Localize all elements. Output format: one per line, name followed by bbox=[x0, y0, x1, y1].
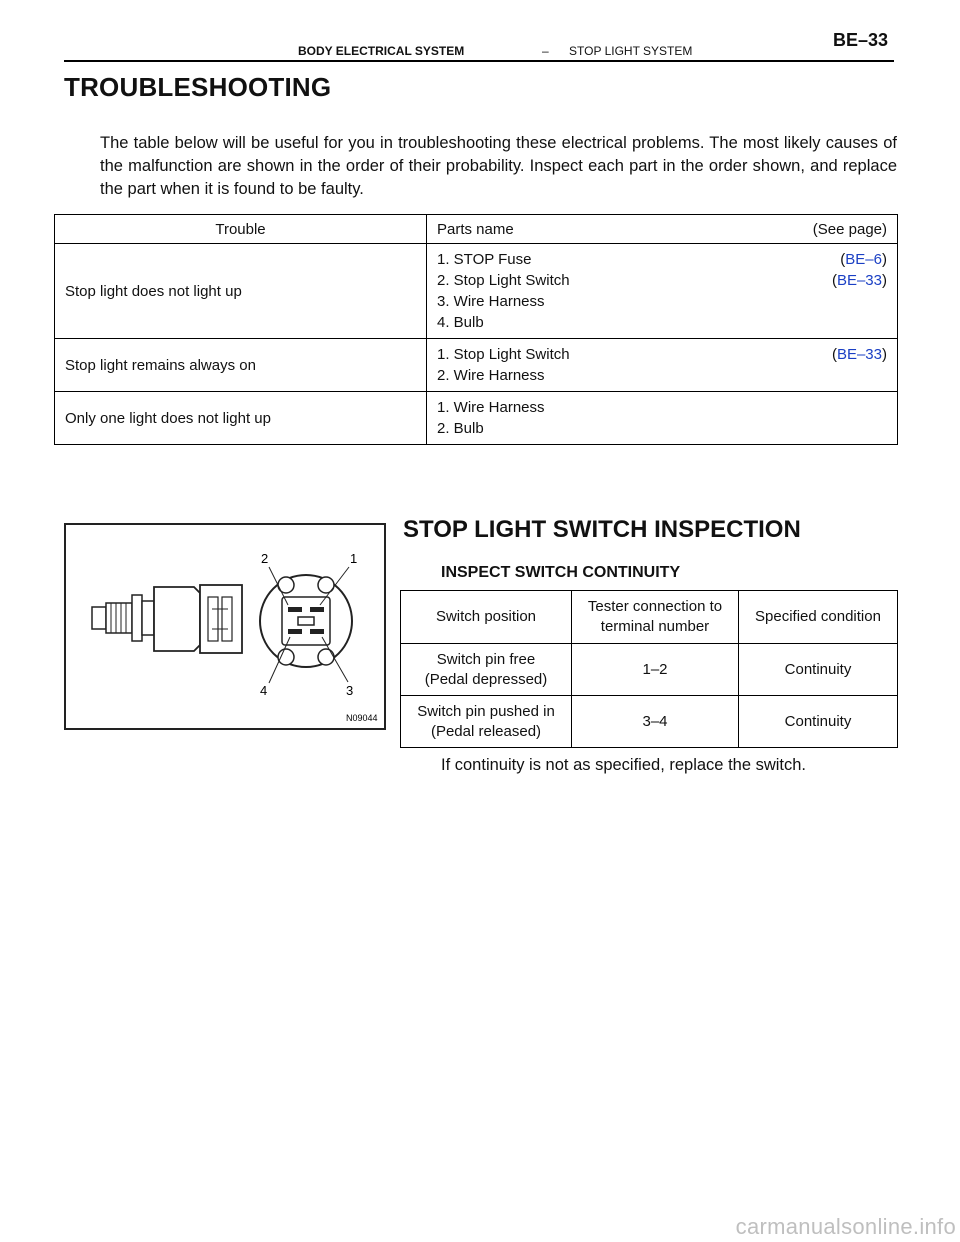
part-item bbox=[437, 397, 887, 418]
inspection-subtitle: INSPECT SWITCH CONTINUITY bbox=[441, 564, 681, 581]
part-item bbox=[437, 365, 887, 386]
condition-cell: Continuity bbox=[739, 696, 898, 748]
parts-cell bbox=[427, 392, 898, 445]
col-see-page: (See page) bbox=[812, 220, 887, 238]
table-row bbox=[55, 339, 898, 392]
connector-housing bbox=[200, 585, 242, 653]
part-ref-link[interactable]: BE–33 bbox=[836, 272, 882, 289]
table-row bbox=[401, 696, 898, 748]
troubleshooting-table bbox=[54, 214, 898, 445]
part-name: 2. Stop Light Switch bbox=[437, 272, 570, 289]
part-name: 3. Wire Harness bbox=[437, 293, 545, 310]
figure-code: N09044 bbox=[346, 713, 378, 723]
position-line: Switch pin free bbox=[436, 650, 536, 668]
col-switch-position: Switch position bbox=[401, 591, 572, 644]
part-item bbox=[437, 249, 887, 270]
continuity-header-row bbox=[401, 591, 898, 644]
trouble-cell: Stop light remains always on bbox=[55, 339, 427, 392]
part-ref[interactable]: (BE–6) bbox=[840, 251, 887, 268]
page-header bbox=[64, 26, 894, 62]
header-section: BODY ELECTRICAL SYSTEM bbox=[298, 44, 465, 58]
part-name: 1. Wire Harness bbox=[437, 399, 545, 416]
connection-cell: 3–4 bbox=[572, 696, 739, 748]
part-name: 4. Bulb bbox=[437, 314, 484, 331]
part-ref-link[interactable]: BE–33 bbox=[836, 346, 882, 363]
position-line: (Pedal released) bbox=[430, 722, 542, 740]
connection-cell: 1–2 bbox=[572, 644, 739, 696]
col-trouble: Trouble bbox=[55, 215, 427, 244]
table-row bbox=[55, 244, 898, 339]
part-item bbox=[437, 418, 887, 439]
table-row bbox=[401, 644, 898, 696]
troubleshooting-intro: The table below will be useful for you in troubleshooting these electrical problems. The most likely causes of the malfunction are shown in the order of their probability. Inspect each part in the order shown, and replace the part when it is found to be faulty. bbox=[100, 134, 897, 198]
watermark: carmanualsonline.info bbox=[735, 1214, 956, 1239]
switch-drawing bbox=[66, 525, 384, 728]
trouble-cell: Only one light does not light up bbox=[55, 392, 427, 445]
shaft-collar bbox=[142, 601, 154, 635]
inspection-title: STOP LIGHT SWITCH INSPECTION bbox=[403, 516, 801, 543]
table-row bbox=[55, 392, 898, 445]
troubleshooting-title: TROUBLESHOOTING bbox=[64, 72, 332, 102]
part-item bbox=[437, 270, 887, 291]
part-name: 1. Stop Light Switch bbox=[437, 346, 570, 363]
part-name: 1. STOP Fuse bbox=[437, 251, 532, 268]
terminal-face bbox=[260, 575, 352, 667]
parts-cell bbox=[427, 339, 898, 392]
part-ref[interactable]: (BE–33) bbox=[831, 346, 887, 363]
threaded-shaft bbox=[106, 603, 132, 633]
col-parts-name: Parts name bbox=[437, 220, 514, 238]
terminal-label-2: 2 bbox=[261, 551, 269, 566]
part-name: 2. Bulb bbox=[437, 420, 484, 437]
part-ref-link[interactable]: BE–6 bbox=[845, 251, 882, 268]
plunger-tip bbox=[92, 607, 106, 629]
col-specified-condition: Specified condition bbox=[739, 591, 898, 644]
terminal-label-1: 1 bbox=[350, 551, 358, 566]
col-tester-connection: Tester connection to terminal number bbox=[572, 591, 739, 644]
position-line: (Pedal depressed) bbox=[424, 670, 548, 688]
table-header-row bbox=[55, 215, 898, 244]
terminal-label-4: 4 bbox=[260, 683, 268, 698]
trouble-cell: Stop light does not light up bbox=[55, 244, 427, 339]
switch-position-cell bbox=[401, 696, 572, 748]
switch-position-cell bbox=[401, 644, 572, 696]
position-line: Switch pin pushed in bbox=[417, 702, 555, 720]
part-item bbox=[437, 312, 887, 333]
part-ref[interactable]: (BE–33) bbox=[831, 272, 887, 289]
parts-cell bbox=[427, 244, 898, 339]
page-number: BE–33 bbox=[832, 30, 888, 50]
continuity-table bbox=[400, 590, 898, 748]
part-name: 2. Wire Harness bbox=[437, 367, 545, 384]
condition-cell: Continuity bbox=[739, 644, 898, 696]
switch-body bbox=[154, 587, 200, 651]
switch-illustration bbox=[64, 523, 386, 730]
col-parts bbox=[427, 215, 898, 244]
header-separator: – bbox=[542, 44, 549, 58]
terminal-label-3: 3 bbox=[346, 683, 354, 698]
part-item bbox=[437, 344, 887, 365]
part-item bbox=[437, 291, 887, 312]
header-subsection: STOP LIGHT SYSTEM bbox=[569, 44, 693, 58]
inspection-closing-note: If continuity is not as specified, replace the switch. bbox=[441, 756, 807, 774]
lock-nut bbox=[132, 595, 142, 641]
